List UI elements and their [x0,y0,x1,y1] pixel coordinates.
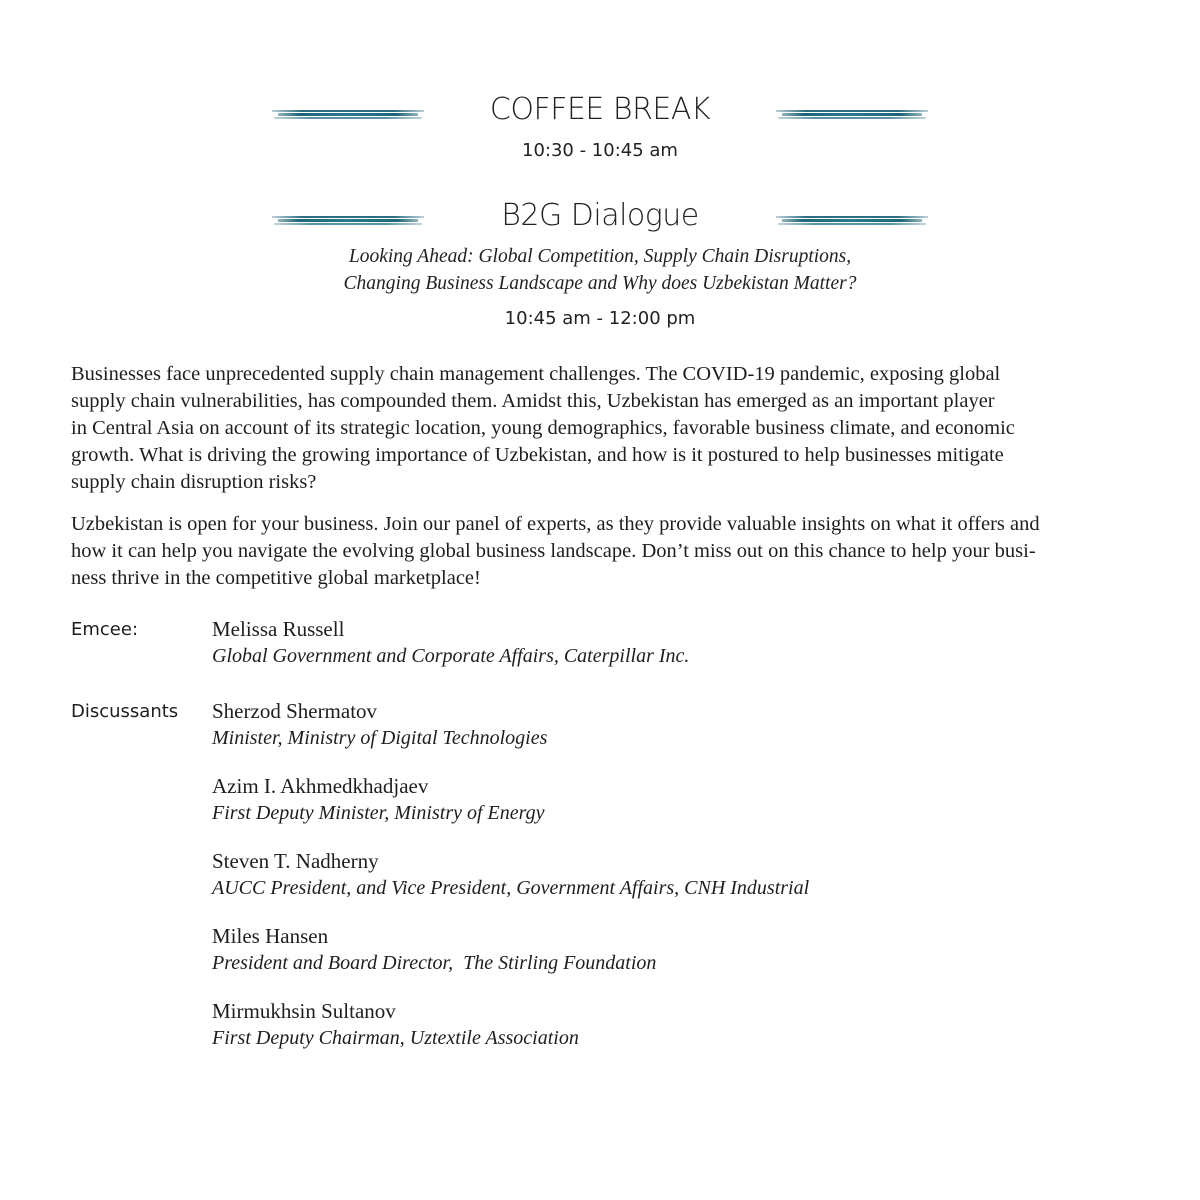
b2g-title: B2G Dialogue [501,198,699,233]
discussant-entry [212,773,1112,827]
emcee-label: Emcee: [71,619,139,640]
paragraph-line: growth. What is driving the growing importance of Uzbekistan, and how is it postured to help businesses mitigate [71,444,1004,466]
subtitle-line: Looking Ahead: Global Competition, Supply Chain Disruptions, [348,246,852,267]
paragraph-line: Uzbekistan is open for your business. Join our panel of experts, as they provide valuable insights on what it offers and [71,513,1040,535]
person-name: Sherzod Shermatov [212,699,378,723]
coffee-break-time: 10:30 - 10:45 am [522,140,678,161]
person-role: President and Board Director, The Stirling Foundation [212,952,657,974]
discussant-entry [212,998,1112,1052]
decorative-rule-right [776,216,928,226]
person-role: Minister, Ministry of Digital Technologies [212,727,548,749]
person-name: Miles Hansen [212,924,329,948]
paragraph-line: in Central Asia on account of its strategic location, young demographics, favorable business climate, and economic [71,417,1015,439]
discussants-label: Discussants [71,701,179,722]
person-name: Steven T. Nadherny [212,849,379,873]
person-name: Melissa Russell [212,617,345,641]
person-role: Global Government and Corporate Affairs, Caterpillar Inc. [212,645,690,667]
coffee-break-heading-row [0,92,1200,127]
discussant-entry [212,848,1112,902]
person-role: First Deputy Minister, Ministry of Energy [212,802,545,824]
decorative-rule-right [776,110,928,120]
intro-paragraph [71,361,1131,496]
b2g-heading-row [0,198,1200,233]
person-role: First Deputy Chairman, Uztextile Association [212,1027,579,1049]
paragraph-line: how it can help you navigate the evolving global business landscape. Don’t miss out on this chance to help your busi- [71,540,1036,562]
b2g-time: 10:45 am - 12:00 pm [504,308,696,329]
person-name: Mirmukhsin Sultanov [212,999,396,1023]
subtitle-line: Changing Business Landscape and Why does Uzbekistan Matter? [343,273,857,294]
invitation-paragraph [71,511,1131,592]
discussant-entry [212,923,1112,977]
person-name: Azim I. Akhmedkhadjaev [212,774,429,798]
coffee-break-title: COFFEE BREAK [489,92,711,127]
b2g-subtitle [0,243,1200,297]
paragraph-line: supply chain vulnerabilities, has compounded them. Amidst this, Uzbekistan has emerged as an important player [71,390,995,412]
discussant-entry [212,698,1112,752]
emcee-entry [212,616,1112,670]
paragraph-line: ness thrive in the competitive global marketplace! [71,567,481,589]
person-role: AUCC President, and Vice President, Government Affairs, CNH Industrial [212,877,810,899]
paragraph-line: supply chain disruption risks? [71,471,317,493]
paragraph-line: Businesses face unprecedented supply chain management challenges. The COVID-19 pandemic, exposing global [71,363,1001,385]
